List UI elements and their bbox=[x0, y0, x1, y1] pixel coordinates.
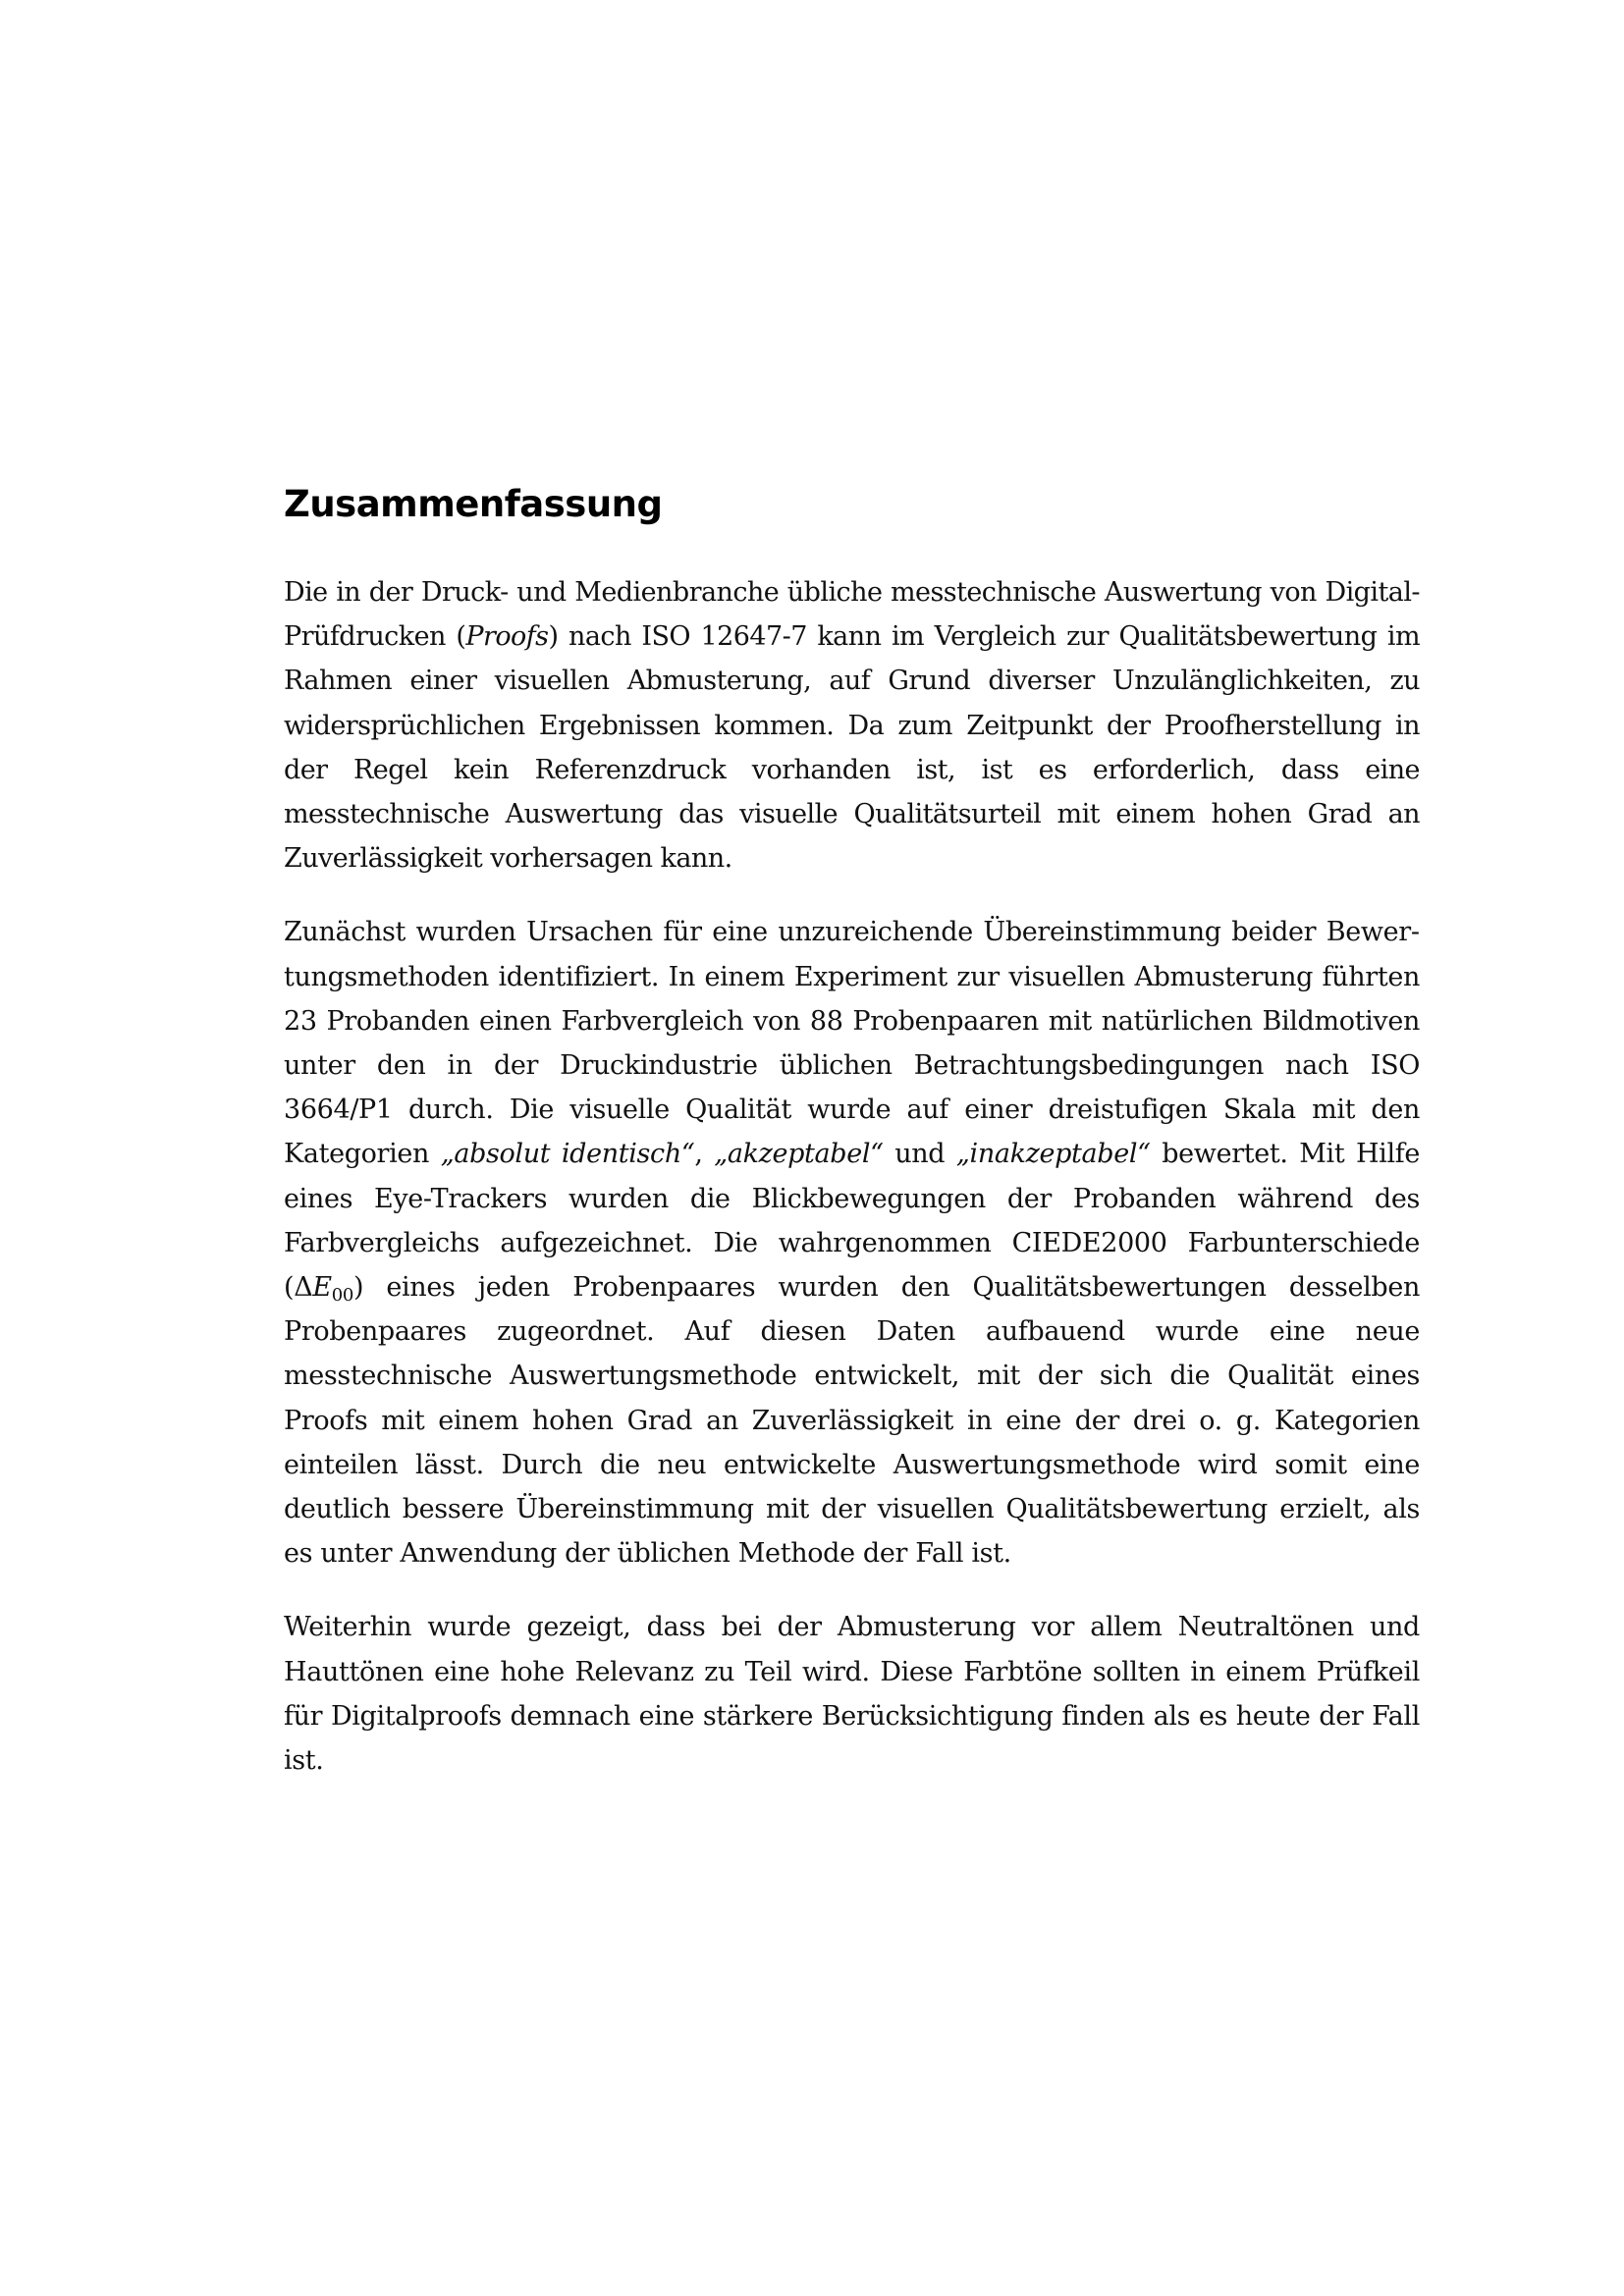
separator-1: , bbox=[694, 1139, 715, 1170]
section-heading: Zusammenfassung bbox=[284, 483, 663, 525]
category-acceptable: „akzeptabel“ bbox=[714, 1139, 884, 1170]
paragraph-2-text-b: bewertet. Mit Hilfe eines Eye-Trackers wurden die Blickbewegungen der Probanden während des Farbvergleichs aufgezeichnet. Die wahrgenommen CIEDE2000 Farbunterschiede ( bbox=[284, 1139, 1421, 1304]
separator-2: und bbox=[883, 1139, 956, 1170]
category-identical: „absolut identisch“ bbox=[440, 1139, 695, 1170]
category-unacceptable: „inakzeptabel“ bbox=[955, 1139, 1151, 1170]
paragraph-2-text-a: Zunächst wurden Ursachen für eine unzureichende Übereinstimmung beider Bewertungsmethoden identifiziert. In einem Experiment zur visuellen Abmusterung führten 23 Probanden einen Farbvergleich von 88 Probenpaaren mit natürlichen Bildmotiven unter den in der Druckindustrie üblichen Betrachtungsbedingungen nach ISO 3664/P1 durch. Die visuelle Qualität wurde auf einer dreistufigen Skala mit den Kategorien bbox=[284, 917, 1420, 1170]
paragraph-2 bbox=[284, 910, 1420, 1575]
paragraph-3: Weiterhin wurde gezeigt, dass bei der Abmusterung vor allem Neutraltönen und Hauttönen eine hohe Relevanz zu Teil wird. Diese Farbtöne sollten in einem Prüfkeil für Digitalproofs demnach eine stärkere Berücksichtigung finden als es heute der Fall ist. bbox=[284, 1612, 1420, 1777]
paragraph-1-text-a: Die in der Druck- und Medienbranche übliche messtechnische Auswertung von Digital-Prüfdrucken ( bbox=[284, 577, 1420, 653]
paragraph-2-text-c: ) eines jeden Probenpaares wurden den Qualitätsbewertungen desselben Probenpaares zugeordnet. Auf diesen Daten aufbauend wurde eine neue messtechnische Auswertungsmethode entwickelt, mit der sich die Qualität eines Proofs mit einem hohen Grad an Zuverlässigkeit in eine der drei o. g. Kategorien einteilen lässt. Durch die neu entwickelte Auswertungsmethode wird somit eine deutlich bessere Übereinstimmung mit der visuellen Qualitätsbewertung erzielt, als es unter Anwendung der üblichen Methode der Fall ist. bbox=[284, 1272, 1420, 1570]
math-variable-e: E bbox=[312, 1272, 332, 1304]
delta-symbol: Δ bbox=[294, 1272, 313, 1304]
abstract-section bbox=[284, 476, 1420, 1812]
paragraph-1-text-b: ) nach ISO 12647-7 kann im Vergleich zur Qualitätsbewertung im Rahmen einer visuellen Abmusterung, auf Grund diverser Unzulänglichkeiten, zu widersprüchlichen Ergebnissen kommen. Da zum Zeitpunkt der Proofherstellung in der Regel kein Referenzdruck vorhanden ist, ist es erforderlich, dass eine messtechnische Auswertung das visuelle Qualitätsurteil mit einem hohen Grad an Zuverlässigkeit vorhersagen kann. bbox=[284, 621, 1421, 875]
proofs-term: Proofs bbox=[465, 621, 549, 653]
math-subscript: 00 bbox=[331, 1285, 353, 1307]
paragraph-1 bbox=[284, 570, 1420, 881]
